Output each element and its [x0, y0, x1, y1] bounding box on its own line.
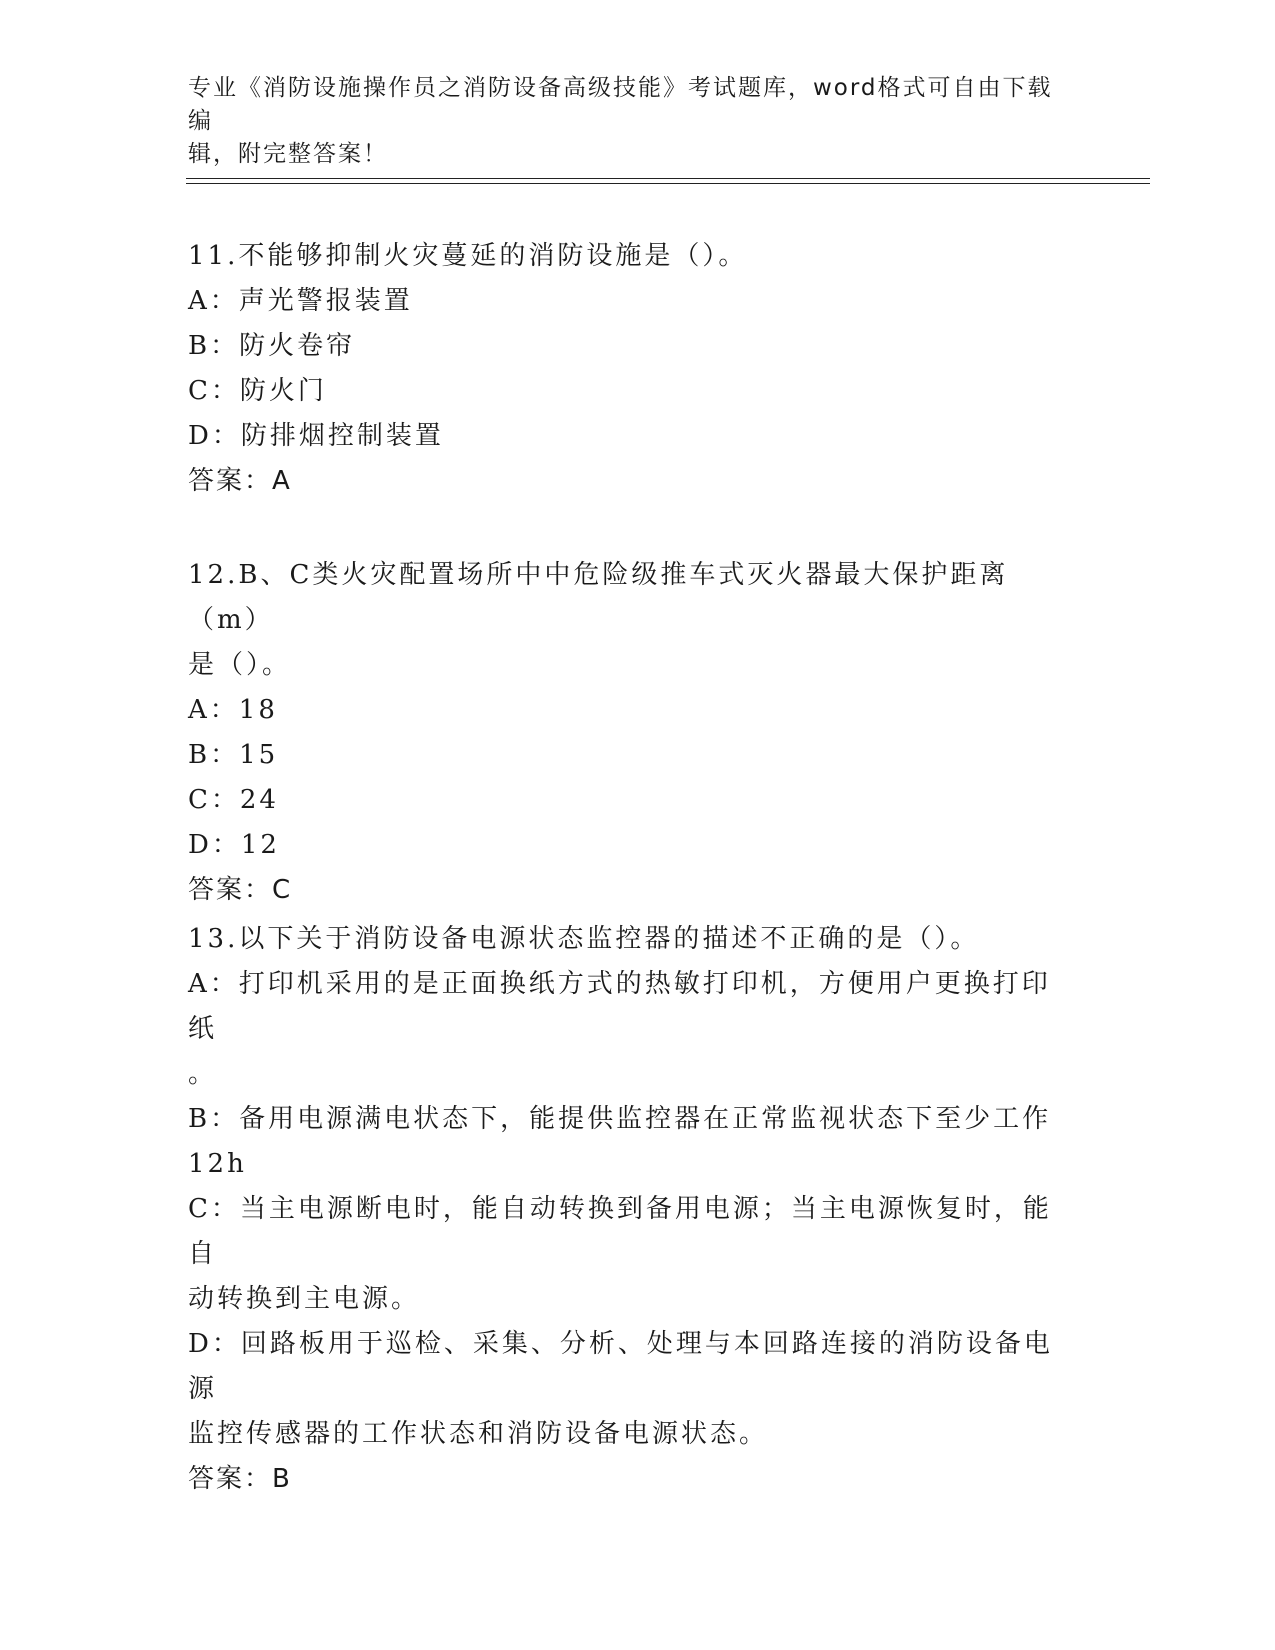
option-a: A：18 [188, 695, 278, 725]
option-c: C：24 [188, 785, 279, 815]
header-divider-top [186, 178, 1150, 179]
question-stem: 12.B、C类火灾配置场所中中危险级推车式灭火器最大保护距离（m） [188, 560, 1009, 635]
answer: 答案：A [188, 466, 292, 496]
answer: 答案：C [188, 875, 293, 905]
question-11 [188, 234, 1078, 504]
option-b-continued: 12h [188, 1149, 247, 1179]
option-a: A：声光警报装置 [188, 286, 413, 316]
header-line-2: 辑，附完整答案！ [188, 141, 388, 167]
option-d: D：12 [188, 830, 280, 860]
option-b: B：防火卷帘 [188, 331, 356, 361]
answer: 答案：B [188, 1464, 292, 1494]
header-line-1: 专业《消防设施操作员之消防设备高级技能》考试题库，word格式可自由下载编 [188, 75, 1053, 134]
question-12 [188, 553, 1078, 913]
document-header [188, 72, 1068, 171]
question-stem-continued: 是（）。 [188, 650, 292, 680]
option-c: C：防火门 [188, 376, 327, 406]
question-13 [188, 917, 1078, 1502]
question-stem: 13.以下关于消防设备电源状态监控器的描述不正确的是（）。 [188, 924, 980, 954]
option-d-continued: 监控传感器的工作状态和消防设备电源状态。 [188, 1419, 769, 1449]
option-c: C：当主电源断电时，能自动转换到备用电源；当主电源恢复时，能自 [188, 1194, 1052, 1269]
option-a: A：打印机采用的是正面换纸方式的热敏打印机，方便用户更换打印纸 [188, 969, 1051, 1044]
option-d: D：防排烟控制装置 [188, 421, 444, 451]
option-b: B：15 [188, 740, 279, 770]
header-divider-bottom [186, 183, 1150, 184]
option-a-continued: 。 [188, 1059, 218, 1089]
option-c-continued: 动转换到主电源。 [188, 1284, 421, 1314]
question-stem: 11.不能够抑制火灾蔓延的消防设施是（）。 [188, 241, 748, 271]
option-d: D：回路板用于巡检、采集、分析、处理与本回路连接的消防设备电源 [188, 1329, 1053, 1404]
option-b: B：备用电源满电状态下，能提供监控器在正常监视状态下至少工作 [188, 1104, 1052, 1134]
